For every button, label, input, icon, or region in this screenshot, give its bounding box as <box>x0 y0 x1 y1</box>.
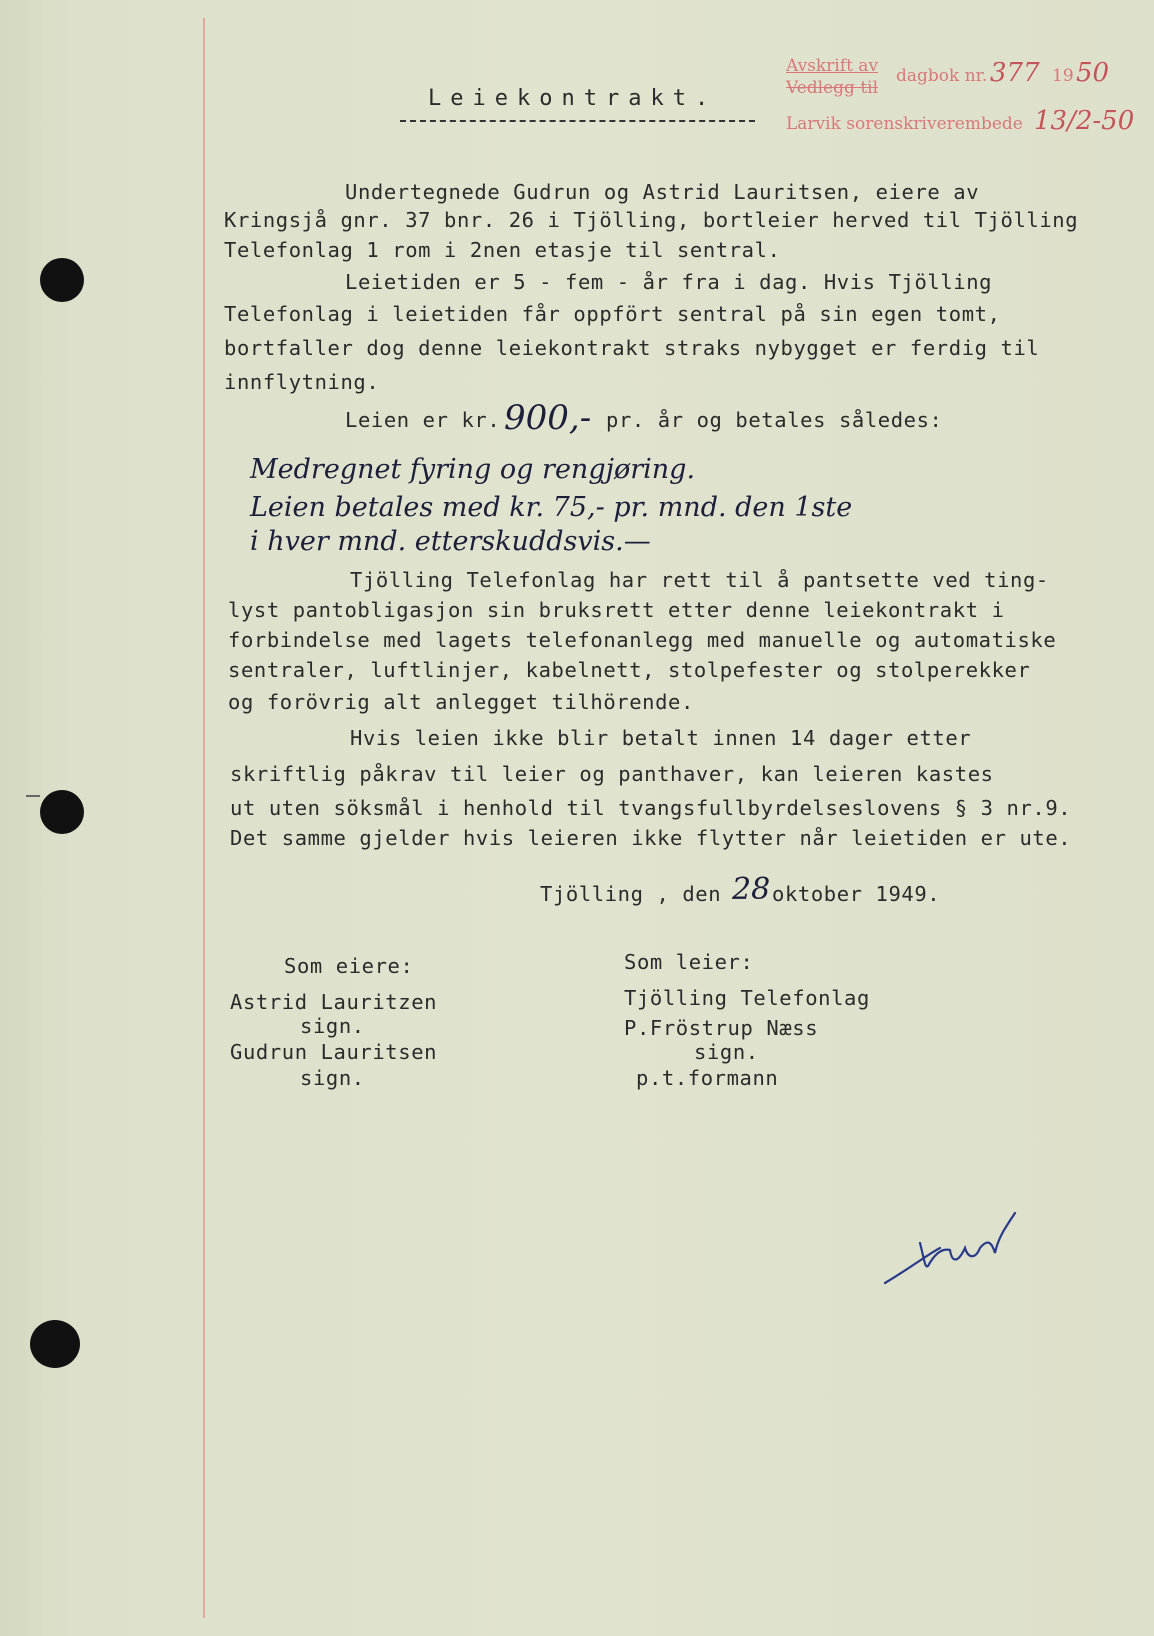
body-line: Kringsjå gnr. 37 bnr. 26 i Tjölling, bortleier herved til Tjölling <box>224 208 1079 232</box>
stamp-year: 50 <box>1076 58 1110 88</box>
date-place: Tjölling , den <box>540 882 722 906</box>
date-day: 28 <box>732 872 771 907</box>
body-line: Tjölling Telefonlag har rett til å pantsette ved ting- <box>350 568 1049 592</box>
owner-line: sign. <box>300 1014 365 1038</box>
tenant-line: sign. <box>694 1040 759 1064</box>
body-line: bortfaller dog denne leiekontrakt straks nybygget er ferdig til <box>224 336 1040 360</box>
tenant-line: Tjölling Telefonlag <box>624 986 870 1010</box>
body-line: ut uten söksmål i henhold til tvangsfullbyrdelseslovens § 3 nr.9. <box>230 796 1072 820</box>
body-line: forbindelse med lagets telefonanlegg med manuelle og automatiske <box>228 628 1057 652</box>
body-line: lyst pantobligasjon sin bruksrett etter denne leiekontrakt i <box>228 598 1005 622</box>
rent-suffix: pr. år og betales således: <box>606 408 943 432</box>
stamp-year-prefix: 19 <box>1052 66 1074 86</box>
stamp-dagbok-label: dagbok nr. <box>896 66 988 86</box>
body-line: sentraler, luftlinjer, kabelnett, stolpefester og stolperekker <box>228 658 1031 682</box>
owners-heading: Som eiere: <box>284 954 414 978</box>
body-line: Telefonlag 1 rom i 2nen etasje til sentral. <box>224 238 781 262</box>
stamp-line1b: Vedlegg til <box>786 78 879 98</box>
owner-line: Gudrun Lauritsen <box>230 1040 438 1064</box>
title-underline <box>400 120 755 122</box>
body-line: og forövrig alt anlegget tilhörende. <box>228 690 694 714</box>
punch-hole <box>40 258 84 302</box>
stamp-office: Larvik sorenskriverembede <box>786 114 1023 134</box>
date-rest: oktober 1949. <box>772 882 941 906</box>
body-line: Hvis leien ikke blir betalt innen 14 dager etter <box>350 726 972 750</box>
hole-mark <box>26 795 40 797</box>
body-line: skriftlig påkrav til leier og panthaver, kan leieren kastes <box>230 762 994 786</box>
stamp-line1a: Avskrift av <box>786 56 879 76</box>
signature-drawing <box>880 1208 1060 1308</box>
owner-line: sign. <box>300 1066 365 1090</box>
document-title: Leiekontrakt. <box>428 86 718 111</box>
punch-hole <box>30 1320 80 1368</box>
body-line: Det samme gjelder hvis leieren ikke flytter når leietiden er ute. <box>230 826 1072 850</box>
body-line: Leietiden er 5 - fem - år fra i dag. Hvis Tjölling <box>345 270 993 294</box>
handwritten-line: Leien betales med kr. 75,- pr. mnd. den 1ste <box>250 492 853 523</box>
body-line: Telefonlag i leietiden får oppfört sentral på sin egen tomt, <box>224 302 1001 326</box>
tenant-line: p.t.formann <box>636 1066 779 1090</box>
margin-line <box>203 18 205 1618</box>
tenant-heading: Som leier: <box>624 950 754 974</box>
owner-line: Astrid Lauritzen <box>230 990 438 1014</box>
stamp-dagbok-nr: 377 <box>990 58 1040 88</box>
tenant-line: P.Fröstrup Næss <box>624 1016 819 1040</box>
handwritten-line: i hver mnd. etterskuddsvis.— <box>250 526 651 557</box>
handwritten-line: Medregnet fyring og rengjøring. <box>250 454 696 485</box>
punch-hole <box>40 790 84 834</box>
body-line: Undertegnede Gudrun og Astrid Lauritsen, eiere av <box>345 180 980 204</box>
stamp-date: 13/2-50 <box>1034 106 1135 136</box>
body-line: innflytning. <box>224 370 380 394</box>
handwritten-signature <box>880 1208 1060 1312</box>
rent-amount: 900,- <box>504 398 592 438</box>
rent-prefix: Leien er kr. <box>345 408 501 432</box>
